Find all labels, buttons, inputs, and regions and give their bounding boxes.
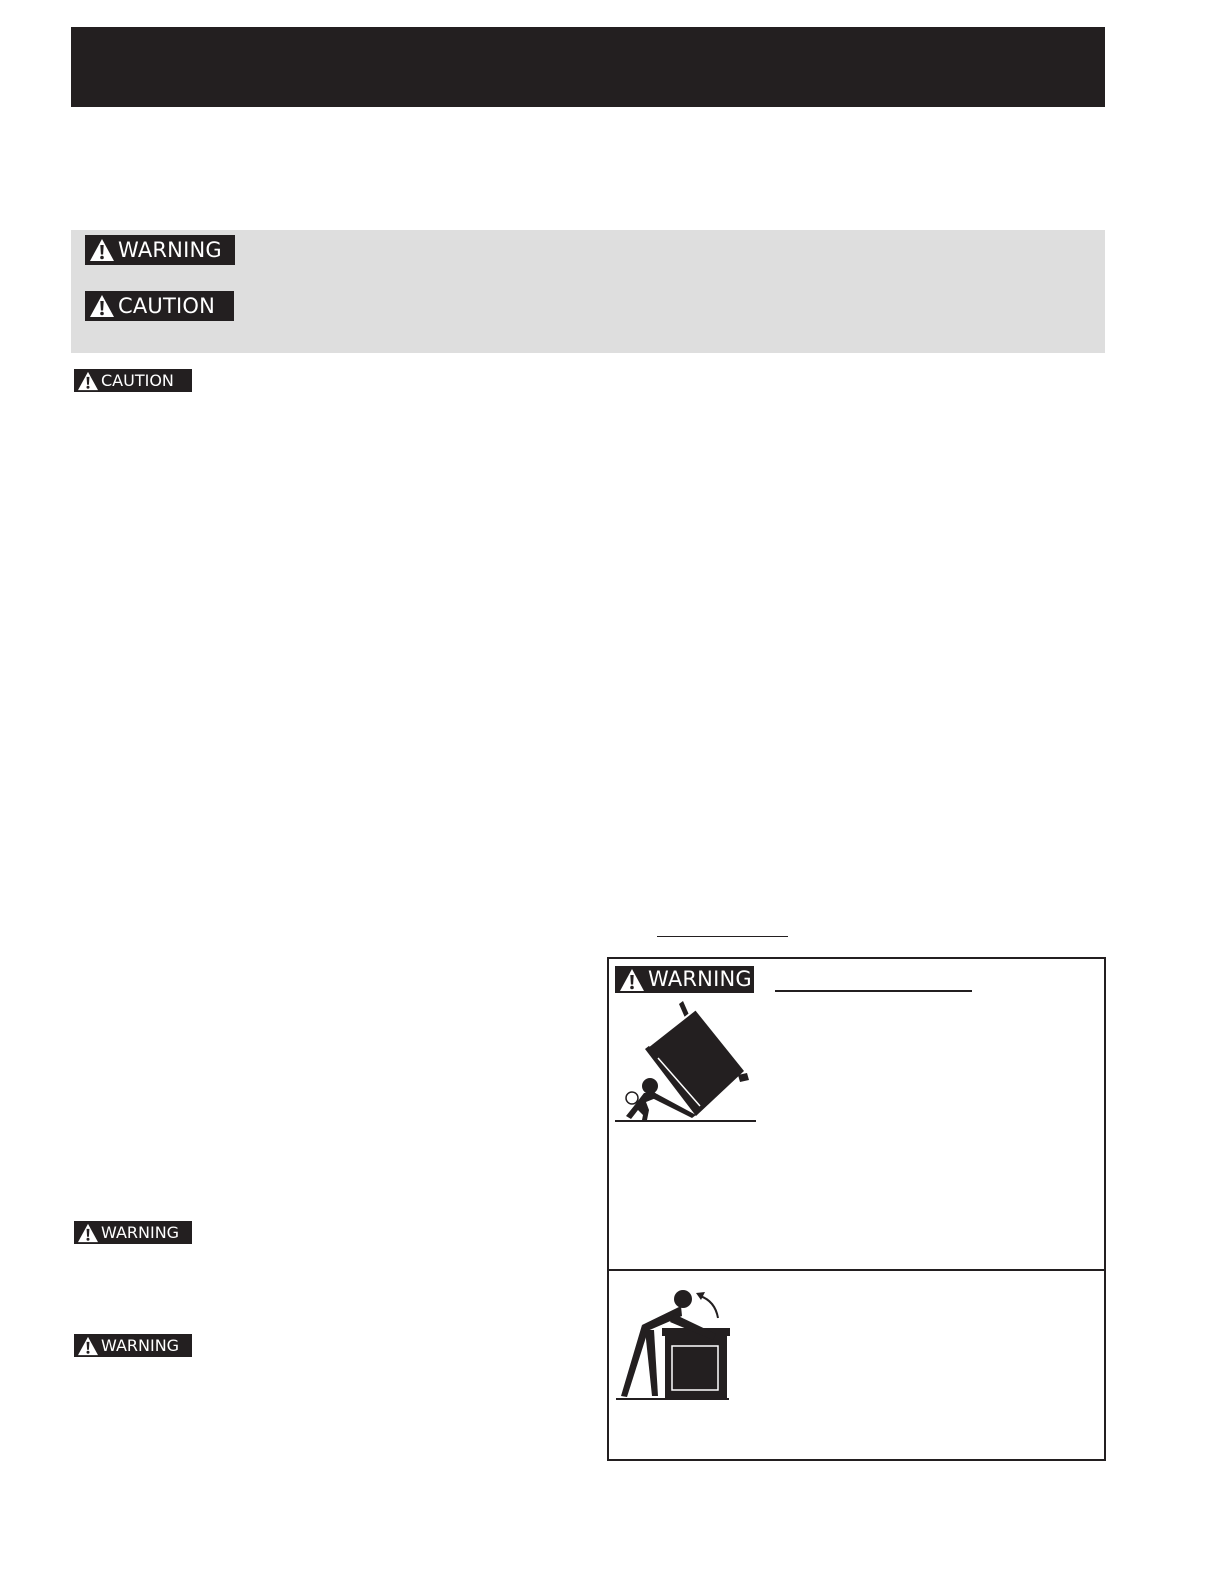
warning-badge-label: WARNING — [118, 237, 222, 262]
warning-badge — [74, 1334, 192, 1357]
warning-badge-label: WARNING — [101, 1335, 180, 1355]
caution-badge-label: CAUTION — [118, 293, 216, 318]
warning-badge — [85, 235, 235, 265]
section-heading-rule — [657, 936, 788, 937]
warning-badge-label: WARNING — [101, 1222, 180, 1242]
alert-triangle-icon — [77, 1223, 99, 1243]
warning-badge-label: WARNING — [648, 967, 752, 991]
alert-triangle-icon — [619, 968, 645, 992]
alert-triangle-icon — [89, 238, 115, 262]
alert-triangle-icon — [77, 371, 99, 391]
tip-box-title-rule — [775, 990, 972, 992]
warning-badge — [615, 966, 754, 993]
alert-triangle-icon — [89, 294, 115, 318]
caution-badge — [85, 291, 234, 321]
header-bar — [71, 27, 1105, 107]
warning-badge — [74, 1221, 192, 1244]
tip-over-icon — [612, 998, 758, 1124]
caution-badge-label: CAUTION — [101, 370, 174, 390]
alert-triangle-icon — [77, 1336, 99, 1356]
check-anti-tip-bracket-icon — [612, 1284, 730, 1402]
caution-badge — [74, 369, 192, 392]
